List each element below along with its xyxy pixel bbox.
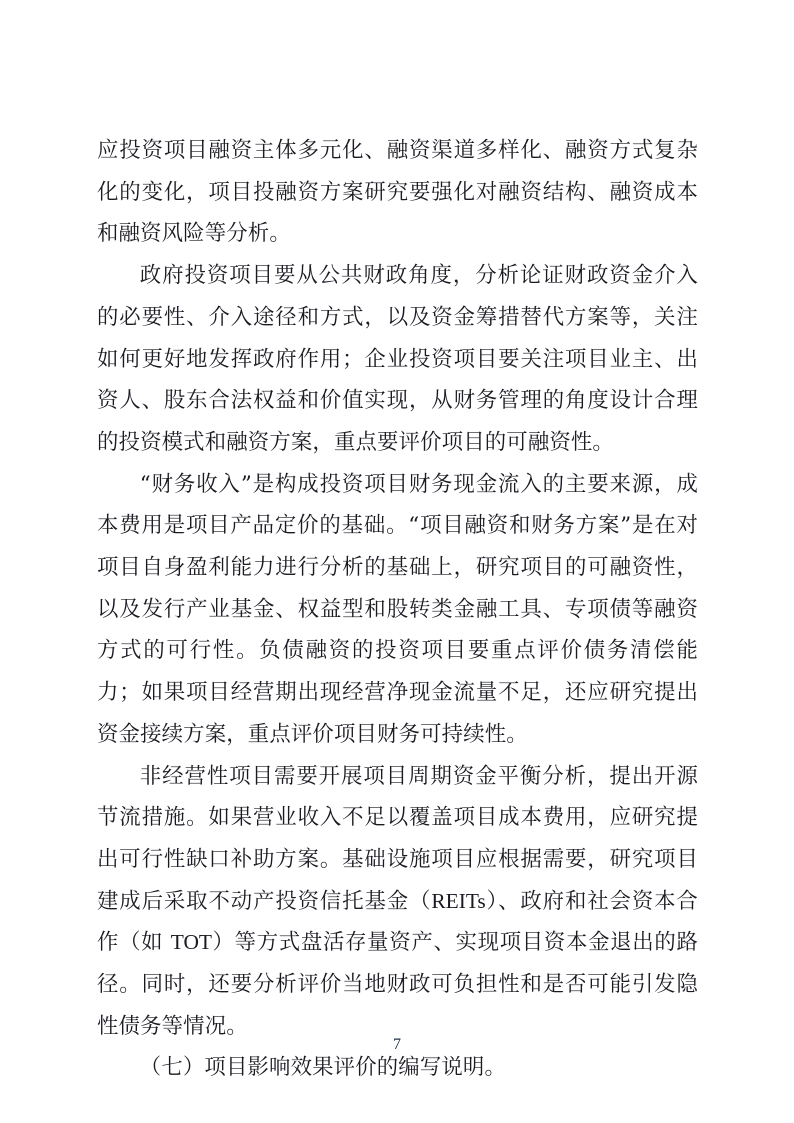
paragraph-3: “财务收入”是构成投资项目财务现金流入的主要来源，成本费用是项目产品定价的基础。“项目融资和财务方案”是在对项目自身盈利能力进行分析的基础上，研究项目的可融资性，以及发行产业基金、权益型和股转类金融工具、专项债等融资方式的可行性。负债融资的投资项目要重点评价债务清偿能力；如果项目经营期出现经营净现金流量不足，还应研究提出资金接续方案，重点评价项目财务可持续性。 [97, 471, 698, 747]
page-number: 7 [393, 1036, 401, 1053]
paragraph-2: 政府投资项目要从公共财政角度，分析论证财政资金介入的必要性、介入途径和方式，以及资金筹措替代方案等，关注如何更好地发挥政府作用；企业投资项目要关注项目业主、出资人、股东合法权益和价值实现，从财务管理的角度设计合理的投资模式和融资方案，重点要评价项目的可融资性。 [97, 263, 698, 455]
paragraph-4-term-tot: TOT [170, 930, 212, 955]
paragraph-4 [97, 756, 698, 1048]
paragraph-5-section-heading: （七）项目影响效果评价的编写说明。 [139, 1055, 506, 1081]
paragraph-4-segment-2: ）、政府和社会资本合作（如 [97, 888, 698, 956]
paragraph-1: 应投资项目融资主体多元化、融资渠道多样化、融资方式复杂化的变化，项目投融资方案研究要强化对融资结构、融资成本和融资风险等分析。 [97, 138, 698, 247]
paragraph-4-segment-1: 非经营性项目需要开展项目周期资金平衡分析，提出开源节流措施。如果营业收入不足以覆盖项目成本费用，应研究提出可行性缺口补助方案。基础设施项目应根据需要，研究项目建成后采取不动产投资信托基金（ [97, 763, 698, 914]
paragraph-4-segment-3: ）等方式盘活存量资产、实现项目资本金退出的路径。同时，还要分析评价当地财政可负担性和是否可能引发隐性债务等情况。 [97, 930, 698, 1039]
paragraph-4-term-reits: REITs [431, 888, 486, 913]
document-body [97, 130, 698, 1089]
